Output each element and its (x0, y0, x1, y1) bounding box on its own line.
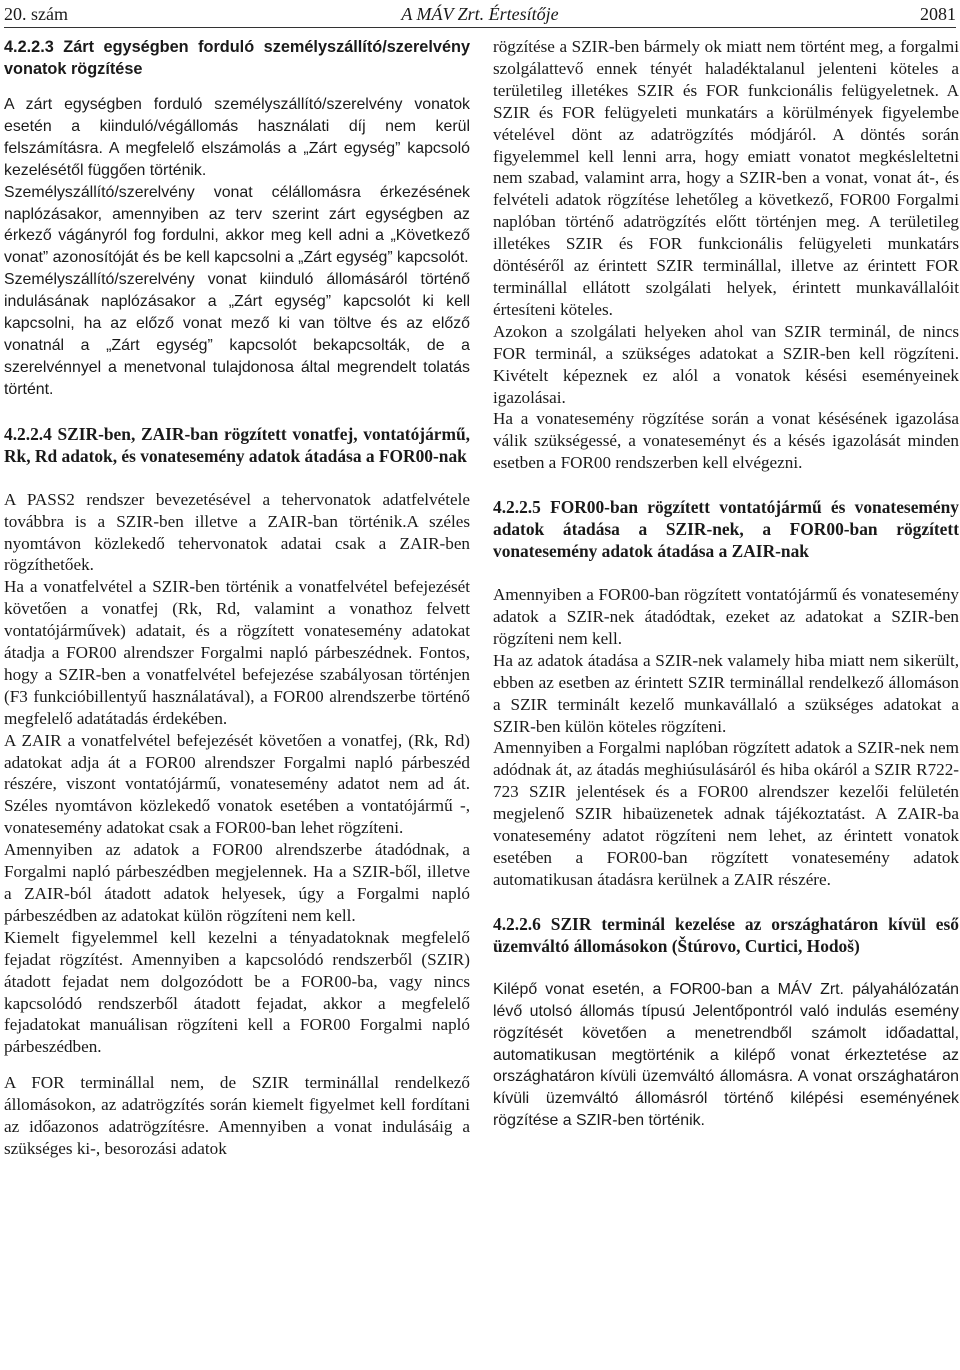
paragraph: Ha a vonatesemény rögzítése során a vonat késésének igazolása válik szükségessé, a vonateseményt és a késés igazolását minden esetben a FOR00 rendszerben kell elvégezni. (493, 409, 959, 473)
paragraph: Személyszállító/szerelvény vonat kiinduló állomásáról történő indulásának naplózásakor a „Zárt egység” kapcsolót ki kell kapcsolni, ha az előző vonat mező ki van töltve és az előző vonatnál a „Zárt egység” kapcsolót bekapcsolták, de a szerelvénnyel a menetvonal tulajdonosa által megrendelt tolatás történt. (4, 271, 470, 398)
section-heading-4-2-2-5: 4.2.2.5 FOR00-ban rögzített vontatójármű és vonatesemény adatok átadása a SZIR-nek, a FOR00-ban rögzített vonatesemény adatok átadása a ZAIR-nak (493, 497, 959, 562)
paragraph: Kilépő vonat esetén, a FOR00-ban a MÁV Zrt. pályahálózatán lévő utolsó állomás típusú Jelentőpontról való indulás esemény rögzítését követően a menetrendből számolt időadattal, automatikusan megtörténik a kilépő vonat érkeztetése az országhatáron kívüli üzemváltó állomásra. A vonat országhatáron kívüli üzemváltó állomásról történő kilépési eseményének rögzítése a SZIR-ben történik. (493, 980, 959, 1130)
paragraph: Amennyiben az adatok a FOR00 alrendszerbe átadódnak, a Forgalmi napló párbeszédben megjelennek. Ha a SZIR-ből, illetve a ZAIR-ból átadott adatok helyesek, úgy a Forgalmi napló párbeszédben az adatokat külön rögzíteni nem kell. (4, 840, 470, 925)
paragraph: Kiemelt figyelemmel kell kezelni a tényadatoknak megfelelő fejadat rögzítést. Amennyiben a kapcsolódó rendszerből (SZIR) átadott fejadat nem dolgozódott be a FOR00-ba, vagy nincs kapcsolódó rendszerből átadott fejadat, akkor a megfelelő fejadatokat manuálisan rögzíteni kell a FOR00 Forgalmi napló párbeszédben. (4, 927, 470, 1057)
paragraph: Amennyiben a FOR00-ban rögzített vontatójármű és vonatesemény adatok a SZIR-nek átadódtak, ezeket az adatokat a SZIR-ben rögzíteni nem kell. (493, 585, 959, 648)
page-header (4, 3, 956, 28)
paragraph: Személyszállító/szerelvény vonat célállomásra érkezésének naplózásakor, amennyiben az terv szerint zárt egységben az érkező vágányról fog fordulni, akkor meg kell adni a „Következő vonat” azonosítóját és be kell kapcsolni a „Zárt egység” kapcsolót. (4, 183, 470, 267)
paragraph: A zárt egységben forduló személyszállító/szerelvény vonatok esetén a kiinduló/végállomás használati díj nem kerül felszámításra. A megfelelő elszámolás a „Zárt egység” kapcsoló kezelésétől függően történik. (4, 96, 470, 179)
section-heading-4-2-2-4: 4.2.2.4 SZIR-ben, ZAIR-ban rögzített vonatfej, vontatójármű, Rk, Rd adatok, és vonatesemény adatok átadása a FOR00-nak (4, 423, 470, 466)
paragraph: Amennyiben a Forgalmi naplóban rögzített adatok a SZIR-nek nem adódnak át, az átadás meghiúsulásáról és hiba okáról a SZIR R722-723 SZIR jelentések és a FOR00 alrendszer kezelői felületén megjelenő SZIR hibaüzenetek adnak tájékoztatást. A ZAIR-ba vonatesemény adatot rögzíteni nem lehet, az érintett vonatok esetében a FOR00-ban rögzített vonatesemény adatok automatikusan átadásra kerülnek a ZAIR részére. (493, 738, 959, 889)
paragraph: A PASS2 rendszer bevezetésével a tehervonatok adatfelvétele továbbra is a SZIR-ben illetve a ZAIR-ban történik.A széles nyomtávon közlekedő tehervonatok adatai csak a ZAIR-ben rögzíthetőek. (4, 489, 470, 575)
paragraph: A FOR terminállal nem, de SZIR terminállal rendelkező állomásokon, az adatrögzítés során kiemelt figyelmet kell fordítani az időazonos adatrögzítésre. Amennyiben a vonat indulásáig a szükséges ki-, besorozási adatok (4, 1073, 470, 1158)
publication-title: A MÁV Zrt. Értesítője (401, 4, 559, 24)
issue-number: 20. szám (4, 4, 68, 24)
section-heading-4-2-2-6: 4.2.2.6 SZIR terminál kezelése az országhatáron kívül eső üzemváltó állomásokon (Štúrovo, Curtici, Hodoš) (493, 913, 959, 956)
paragraph: Ha az adatok átadása a SZIR-nek valamely hiba miatt nem sikerült, ebben az esetben az érintett SZIR terminállal rendelkező állomáson a SZIR terminált kezelő munkavállaló a szükséges adatokat a SZIR-ben külön köteles rögzíteni. (493, 650, 959, 736)
right-column (493, 36, 959, 1132)
paragraph: A ZAIR a vonatfelvétel befejezését követően a vonatfej, (Rk, Rd) adatokat adja át a FOR00 alrendszer Forgalmi napló párbeszéd részére, viszont vontatójármű, vonatesemény adatot nem ad át. Széles nyomtávon közlekedő vonatok esetében a vontatójármű -, vonatesemény adatokat csak a FOR00-ban lehet rögzíteni. (4, 730, 470, 838)
paragraph: rögzítése a SZIR-ben bármely ok miatt nem történt meg, a forgalmi szolgálattevő ennek tényét haladéktalanul jelenteni köteles a területileg illetékes SZIR és FOR funkcionális felügyeletnek. A SZIR és FOR felügyeleti munkatárs a körülmények figyelembe vételével dönt az adatrögzítés módjáról. A döntés során figyelemmel kell lenni arra, hogy emiatt vonatot megkésleltetni nem szabad, valamint arra, hogy a SZIR-ben a vonat, vonat át-, és felvételi adatok rögzítése lehetőleg a következő, FOR00 Forgalmi naplóban történő adatrögzítés előtt történjen meg. A területileg illetékes SZIR és FOR funkcionális felügyeleti munkatárs döntéséről az érintett SZIR terminállal, illetve az érintett FOR terminállal ellátott szolgálati helyek, érintett munkavállalóit értesíteni köteles. (493, 37, 959, 319)
paragraph: Azokon a szolgálati helyeken ahol van SZIR terminál, de nincs FOR terminál, a szükséges adatokat a SZIR-ben kell rögzíteni. Kivételt képeznek ez alól a vonatok késési eseményeinek igazolásai. (493, 321, 959, 407)
paragraph: Ha a vonatfelvétel a SZIR-ben történik a vonatfelvétel befejezését követően a vonatfej (Rk, Rd, valamint a vonathoz felvett vontatójárművek) adatait, és a rögzített vonatesemény adatokat átadja a FOR00 alrendszer Forgalmi napló párbeszédnek. Fontos, hogy a SZIR-ben a vonatfelvétel befejezése szabályosan történjen (F3 funkcióbillentyű használatával), a FOR00 alrendszerbe történő megfelelő adatátadás érdekében. (4, 577, 470, 728)
left-column (4, 36, 470, 1160)
section-heading-4-2-2-3: 4.2.2.3 Zárt egységben forduló személyszállító/szerelvény vonatok rögzítése (4, 38, 470, 78)
page-number: 2081 (920, 4, 956, 24)
